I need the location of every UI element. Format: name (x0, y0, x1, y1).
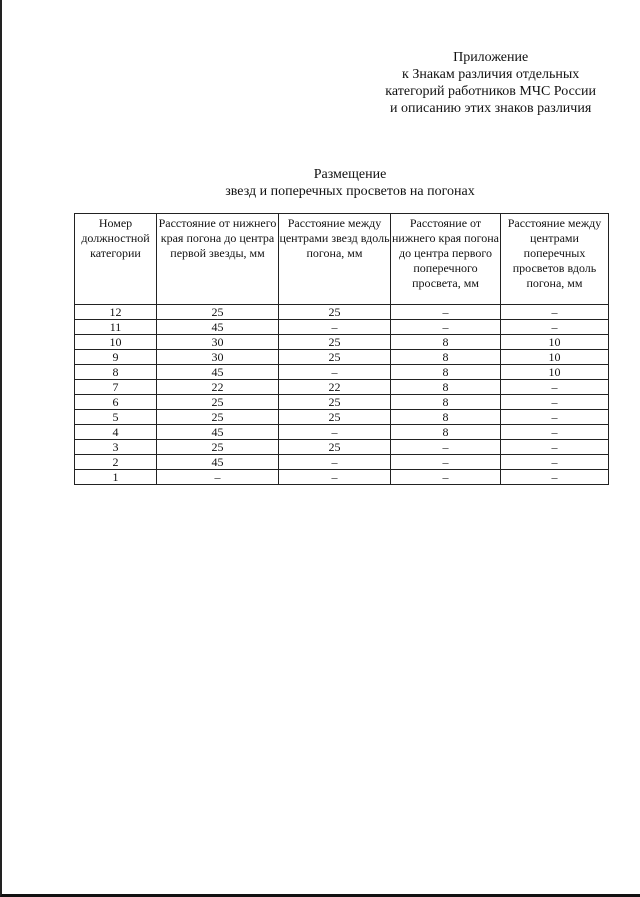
table-row (75, 335, 609, 350)
table-cell: – (391, 470, 501, 485)
table-cell: 25 (157, 440, 279, 455)
table-cell: – (501, 440, 609, 455)
table-row (75, 365, 609, 380)
table-cell: – (391, 305, 501, 320)
table-cell: 45 (157, 455, 279, 470)
table-header-row (75, 214, 609, 305)
table-cell: 25 (157, 305, 279, 320)
table-cell: – (501, 305, 609, 320)
table-cell: 10 (501, 350, 609, 365)
table-cell: 10 (501, 365, 609, 380)
column-header-first-star: Расстояние от нижнего края погона до центра первой звезды, мм (157, 214, 279, 305)
appendix-line: Приложение (453, 50, 529, 65)
title-line: Размещение (313, 167, 387, 182)
table-row (75, 440, 609, 455)
table-cell: 25 (279, 350, 391, 365)
appendix-line: категорий работников МЧС России (385, 84, 596, 99)
table-cell: – (279, 425, 391, 440)
table-cell: 8 (391, 365, 501, 380)
table-cell: – (501, 455, 609, 470)
table-cell: 25 (157, 410, 279, 425)
title-line: звезд и поперечных просветов на погонах (225, 184, 475, 199)
table-cell: 8 (391, 410, 501, 425)
table-cell: 22 (279, 380, 391, 395)
table-row (75, 455, 609, 470)
placement-table (74, 213, 609, 485)
table-cell: 25 (279, 305, 391, 320)
table-cell: – (279, 320, 391, 335)
table-cell: – (279, 365, 391, 380)
table-cell: 7 (75, 380, 157, 395)
table-cell: 30 (157, 350, 279, 365)
table-cell: 12 (75, 305, 157, 320)
table-cell: 25 (279, 440, 391, 455)
table-cell: 45 (157, 365, 279, 380)
table-cell: 8 (391, 395, 501, 410)
table-cell: 11 (75, 320, 157, 335)
table-cell: 25 (279, 410, 391, 425)
table-cell: 3 (75, 440, 157, 455)
table-cell: 25 (279, 395, 391, 410)
table-cell: 45 (157, 320, 279, 335)
table-row (75, 350, 609, 365)
table-row (75, 425, 609, 440)
table-cell: 5 (75, 410, 157, 425)
table-cell: 8 (391, 350, 501, 365)
table-cell: 8 (75, 365, 157, 380)
column-header-star-spacing: Расстояние между центрами звезд вдоль погона, мм (279, 214, 391, 305)
table-cell: – (279, 470, 391, 485)
table-cell: 2 (75, 455, 157, 470)
table-row (75, 410, 609, 425)
table-cell: 8 (391, 335, 501, 350)
table-cell: – (501, 470, 609, 485)
table-cell: 10 (75, 335, 157, 350)
appendix-note (385, 49, 596, 117)
table-cell: – (279, 455, 391, 470)
appendix-line: к Знакам различия отдельных (402, 67, 580, 82)
table-cell: – (391, 440, 501, 455)
column-header-category: Номер должностной категории (75, 214, 157, 305)
table-cell: 45 (157, 425, 279, 440)
table-cell: – (501, 320, 609, 335)
table-cell: 10 (501, 335, 609, 350)
table-cell: 1 (75, 470, 157, 485)
table-cell: – (501, 425, 609, 440)
table-cell: – (501, 395, 609, 410)
table-cell: 25 (157, 395, 279, 410)
table-cell: – (501, 410, 609, 425)
table-cell: – (501, 380, 609, 395)
appendix-line: и описанию этих знаков различия (390, 101, 592, 116)
table-cell: 25 (279, 335, 391, 350)
document-title (200, 166, 500, 200)
table-row (75, 305, 609, 320)
table-cell: 22 (157, 380, 279, 395)
table-row (75, 470, 609, 485)
column-header-stripe-spacing: Расстояние между центрами поперечных просветов вдоль погона, мм (501, 214, 609, 305)
table-cell: 8 (391, 425, 501, 440)
table-cell: 6 (75, 395, 157, 410)
table-cell: 30 (157, 335, 279, 350)
table-row (75, 380, 609, 395)
table-cell: 4 (75, 425, 157, 440)
column-header-first-stripe: Расстояние от нижнего края погона до центра первого поперечного просвета, мм (391, 214, 501, 305)
table-row (75, 395, 609, 410)
table-cell: – (391, 455, 501, 470)
table-cell: 9 (75, 350, 157, 365)
table-cell: – (157, 470, 279, 485)
table-row (75, 320, 609, 335)
table-cell: 8 (391, 380, 501, 395)
table-cell: – (391, 320, 501, 335)
